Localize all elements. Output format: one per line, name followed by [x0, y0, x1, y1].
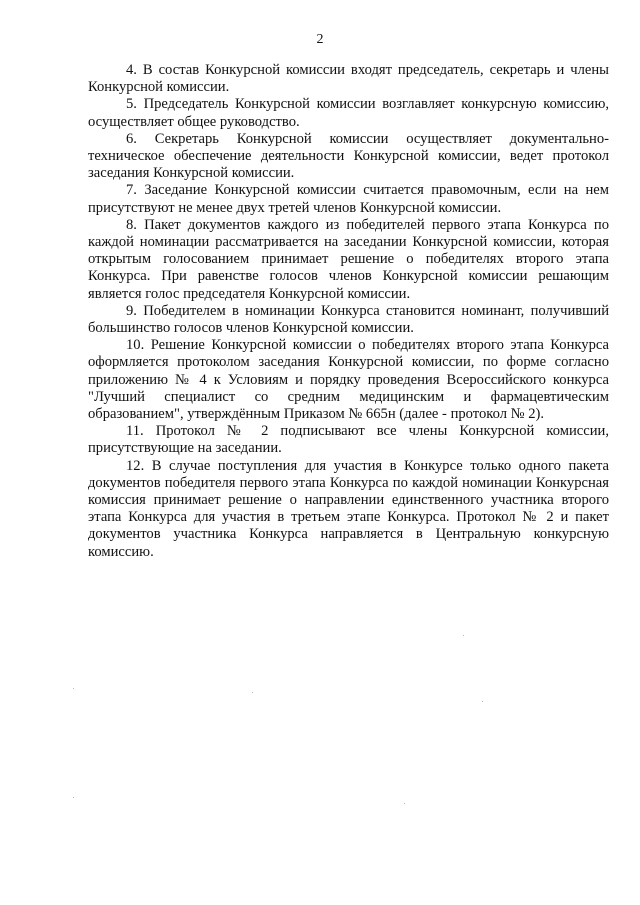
- paragraph-5: 5. Председатель Конкурсной комиссии возглавляет конкурсную комиссию, осуществляет общее руководство.: [88, 96, 609, 130]
- paragraph-12: 12. В случае поступления для участия в Конкурсе только одного пакета документов победителя первого этапа Конкурса по каждой номинации Конкурсная комиссия принимает решение о направлении единственного участника второго этапа Конкурса для участия в третьем этапе Конкурса. Протокол № 2 и пакет документов участника Конкурса направляется в Центральную конкурсную комиссию.: [88, 457, 609, 560]
- scan-speck: [404, 803, 405, 804]
- document-body: [88, 62, 609, 561]
- paragraph-10: 10. Решение Конкурсной комиссии о победителях второго этапа Конкурса оформляется протоколом заседания Конкурсной комиссии, по форме согласно приложению № 4 к Условиям и порядку проведения Всероссийского конкурса "Лучший специалист со средним медицинским и фармацевтическим образованием", утверждённым Приказом № 665н (далее - протокол № 2).: [88, 337, 609, 423]
- scan-speck: [252, 692, 253, 693]
- paragraph-8: 8. Пакет документов каждого из победителей первого этапа Конкурса по каждой номинации рассматривается на заседании Конкурсной комиссии, которая открытым голосованием принимает решение о победителях второго этапа Конкурса. При равенстве голосов членов Конкурсной комиссии решающим является голос председателя Конкурсной комиссии.: [88, 216, 609, 302]
- paragraph-4: 4. В состав Конкурсной комиссии входят председатель, секретарь и члены Конкурсной комиссии.: [88, 62, 609, 96]
- scan-speck: [73, 688, 74, 689]
- paragraph-11: 11. Протокол № 2 подписывают все члены Конкурсной комиссии, присутствующие на заседании.: [88, 423, 609, 457]
- paragraph-9: 9. Победителем в номинации Конкурса становится номинант, получивший большинство голосов членов Конкурсной комиссии.: [88, 302, 609, 337]
- page-number: 2: [316, 32, 324, 47]
- paragraph-7: 7. Заседание Конкурсной комиссии считается правомочным, если на нем присутствуют не менее двух третей членов Конкурсной комиссии.: [88, 182, 609, 216]
- paragraph-6: 6. Секретарь Конкурсной комиссии осуществляет документально-техническое обеспечение деятельности Конкурсной комиссии, ведет протокол заседания Конкурсной комиссии.: [88, 130, 609, 182]
- scan-speck: [73, 797, 74, 798]
- scan-speck: [463, 635, 464, 636]
- scan-speck: [482, 701, 483, 702]
